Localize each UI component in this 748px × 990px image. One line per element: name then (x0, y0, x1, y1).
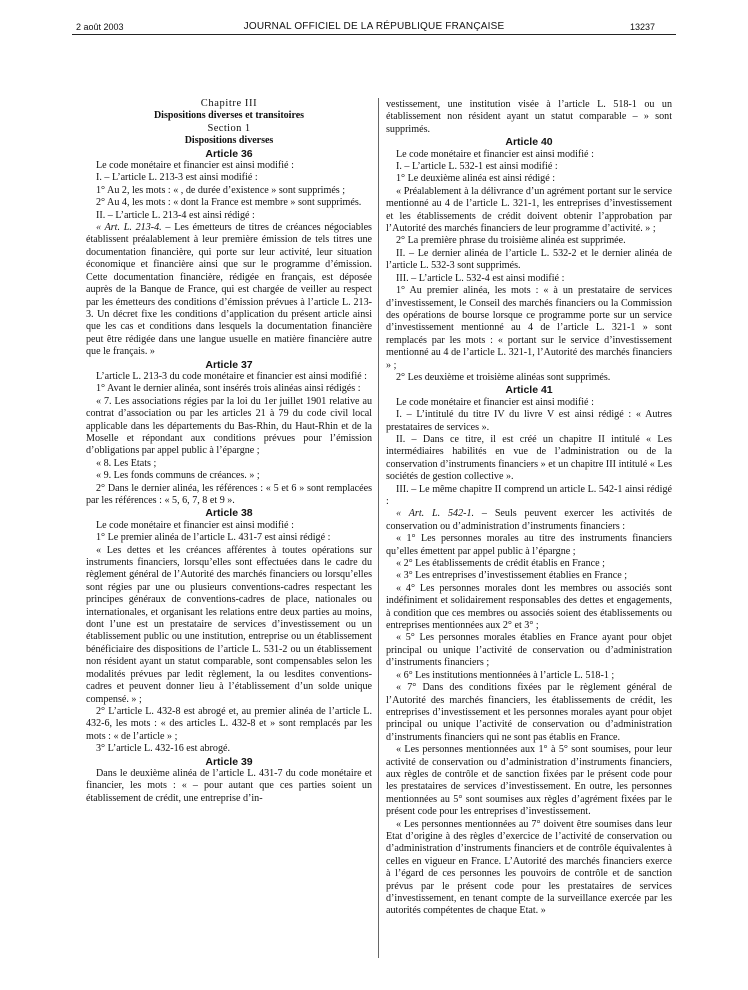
paragraph-text: – Les émetteurs de titres de créances négociables établissent préalablement à leur première émission de tels titres une documentation financière, qui porte sur leur activité, leur situation économique et financière ainsi que sur le programme d’émission. Cette documentation financière, rédigée en français, est déposée auprès de la Banque de France, qui est chargée de veiller au respect par les émetteurs des conditions d’émission prévues à l’article L. 213-3. Un décret fixe les conditions d’application du présent article ainsi que les cas et conditions dans lesquels la documentation financière peut être rédigée dans une langue usuelle en matière financière autre que le français. » (86, 222, 372, 358)
article-38-title: Article 38 (205, 507, 253, 520)
paragraph: « 7° Dans des conditions fixées par le règlement général de l’Autorité des marchés financiers, les établissements de crédit, les entreprises d’investissement et les personnes morales ayant pour objet principal ou unique l’activité de conservation ou d’administration d’instruments financiers qui ne sont pas établis en France. (386, 682, 672, 743)
paragraph: « 3° Les entreprises d’investissement établies en France ; (396, 570, 628, 582)
paragraph: 1° Le premier alinéa de l’article L. 431-7 est ainsi rédigé : (96, 532, 331, 544)
paragraph: « 8. Les Etats ; (96, 457, 157, 469)
paragraph: vestissement, une institution visée à l’article L. 518-1 ou un établissement non résident ayant un statut comparable – » sont supprimés. (386, 99, 672, 135)
paragraph: 3° L’article L. 432-16 est abrogé. (96, 743, 230, 755)
paragraph: 2° Dans le dernier alinéa, les références : « 5 et 6 » sont remplacées par les références : « 5, 6, 7, 8 et 9 ». (86, 482, 372, 506)
paragraph: « 5° Les personnes morales établies en France ayant pour objet principal ou unique l’activité de conservation ou d’administration d’instruments financiers ; (386, 632, 672, 669)
page-number: 13237 (630, 22, 656, 32)
paragraph: II. – Le dernier alinéa de l’article L. 532-2 et le dernier alinéa de l’article L. 532-3 sont supprimés. (386, 247, 672, 272)
article-37-title: Article 37 (205, 358, 253, 371)
column-divider (378, 98, 379, 958)
paragraph: « Les personnes mentionnées au 7° doivent être soumises dans leur Etat d’origine à des règles d’exercice de l’activité de conservation ou d’administration d’instruments financiers et de contrôle équivalentes à celles en vigueur en France. L’Autorité des marchés financiers exerce à l’égard de ces personnes les pouvoirs de contrôle et de sanction prévus par le présent code pour les prestataires de services d’investissement, en tenant compte de la surveillance exercée par les autorités compétentes de chaque Etat. » (386, 818, 672, 917)
chapter-heading: Chapitre III (200, 98, 258, 109)
page-header (0, 0, 748, 40)
journal-title: JOURNAL OFFICIEL DE LA RÉPUBLIQUE FRANÇAISE (243, 21, 505, 32)
paragraph: Le code monétaire et financier est ainsi modifié : (96, 519, 294, 531)
paragraph: II. – L’article L. 213-4 est ainsi rédigé : (96, 209, 255, 221)
paragraph: III. – L’article L. 532-4 est ainsi modifié : (396, 272, 565, 284)
paragraph: Le code monétaire et financier est ainsi modifié : (396, 148, 594, 160)
paragraph: « 4° Les personnes morales dont les membres ou associés sont indéfiniment et solidairement responsables des dettes et engagements, à condition que ces membres ou associés soient des établissements ou entreprises mentionnées aux 2° et 3° ; (386, 582, 672, 632)
paragraph: I. – L’article L. 213-3 est ainsi modifié : (96, 172, 258, 184)
paragraph: « Les personnes mentionnées aux 1° à 5° sont soumises, pour leur activité de conservation ou d’administration d’instruments financiers, aux règles de contrôle et de sanction fixées par le présent code pour les prestataires de services d’investissement. En outre, les personnes mentionnées au 5° sont soumises aux règles d’agrément fixées par le présent code pour les entreprises d’investissement. (386, 744, 672, 818)
paragraph: « 2° Les établissements de crédit établis en France ; (396, 558, 605, 570)
paragraph: 2° Les deuxième et troisième alinéas sont supprimés. (396, 371, 611, 383)
paragraph: 1° Au 2, les mots : « , de durée d’existence » sont supprimés ; (96, 184, 346, 196)
paragraph: 2° Au 4, les mots : « dont la France est membre » sont supprimés. (96, 197, 362, 209)
paragraph: II. – Dans ce titre, il est créé un chapitre II intitulé « Les intermédiaires habilités en vue de l’administration ou de la conservation d’instruments financiers » et un chapitre III intitulé « Les sociétés de gestion collective ». (386, 433, 672, 483)
section-title: Dispositions diverses (184, 135, 274, 147)
paragraph: 1° Au premier alinéa, les mots : « à un prestataire de services d’investissement, le Conseil des marchés financiers ou la Commission des opérations de bourse lorsque ce programme porte sur un service d’investissement mentionné au 4 de l’article L. 321-1 » sont remplacés par les mots : « portant sur le service d’investissement mentionné au 4 de l’article L. 321-1, l’Autorité des marchés financiers » ; (386, 285, 672, 371)
left-column (86, 98, 372, 805)
paragraph-text: – Seuls peuvent exercer les activités de conservation ou d’administration d’instruments financiers : (386, 508, 672, 532)
paragraph: « 1° Les personnes morales au titre des instruments financiers qu’elles émettent par appel public à l’épargne ; (386, 533, 672, 557)
paragraph: 2° La première phrase du troisième alinéa est supprimée. (396, 235, 626, 247)
paragraph: 1° Avant le dernier alinéa, sont insérés trois alinéas ainsi rédigés : (96, 383, 361, 395)
paragraph: I. – L’intitulé du titre IV du livre V est ainsi rédigé : « Autres prestataires de services ». (386, 409, 672, 433)
paragraph: Le code monétaire et financier est ainsi modifié : (396, 396, 594, 408)
paragraph: « 6° Les institutions mentionnées à l’article L. 518-1 ; (396, 669, 615, 681)
article-36-title: Article 36 (205, 147, 253, 160)
article-reference: « Art. L. 213-4. (96, 222, 162, 234)
article-41-title: Article 41 (505, 384, 553, 397)
issue-date: 2 août 2003 (76, 22, 124, 32)
article-reference: « Art. L. 542-1. (396, 508, 475, 520)
paragraph (386, 508, 672, 533)
article-39-title: Article 39 (205, 755, 253, 768)
chapter-title: Dispositions diverses et transitoires (153, 110, 305, 122)
article-40-title: Article 40 (505, 136, 553, 149)
paragraph: I. – L’article L. 532-1 est ainsi modifié : (396, 161, 558, 173)
header-rule (72, 34, 676, 35)
right-column (386, 99, 672, 918)
paragraph: « Les dettes et les créances afférentes à toutes opérations sur instruments financiers, lorsqu’elles sont effectuées dans le cadre du règlement général de l’Autorité des marchés financiers ou lorsqu’elles sont régies par une ou plusieurs conventions-cadres respectant les principes généraux de conventions-cadres de place, nationales ou internationales, et organisant les relations entre deux parties au moins, dont l’une est un prestataire de services d’investissement ou un établissement public ou une institution, entreprise ou un établissement bénéficiaire des dispositions de l’article L. 531-2 ou un établissement non résident ayant un statut comparable, sont compensables selon les modalités prévues par ledit règlement, la ou lesdites conventions-cadres et peuvent donner lieu à l’établissement d’un solde unique compensé. » ; (86, 544, 372, 705)
paragraph: 2° L’article L. 432-8 est abrogé et, au premier alinéa de l’article L. 432-6, les mots : « des articles L. 432-8 et » sont remplacés par les mots : « de l’article » ; (86, 705, 372, 742)
paragraph: « 9. Les fonds communs de créances. » ; (96, 470, 260, 482)
paragraph: L’article L. 213-3 du code monétaire et financier est ainsi modifié : (96, 370, 367, 382)
paragraph: 1° Le deuxième alinéa est ainsi rédigé : (396, 173, 556, 185)
paragraph: « 7. Les associations régies par la loi du 1er juillet 1901 relative au contrat d’association ou par les articles 21 à 79 du code civil local applicable dans les départements du Bas-Rhin, du Haut-Rhin et de la Moselle et répondant aux conditions prévues pour l’émission d’obligations par appel public à l’épargne ; (86, 395, 372, 457)
paragraph: Le code monétaire et financier est ainsi modifié : (96, 160, 294, 172)
paragraph (86, 222, 372, 358)
section-heading: Section 1 (207, 122, 251, 134)
paragraph: Dans le deuxième alinéa de l’article L. 431-7 du code monétaire et financier, les mots : « – pour autant que ces parties soient un établissement de crédit, une entreprise d’in- (86, 767, 372, 804)
paragraph: « Préalablement à la délivrance d’un agrément portant sur le service mentionné au 4 de l’article L. 321-1, les entreprises d’investissement et les établissements de crédit doivent obtenir l’approbation par l’Autorité des marchés financiers de leur programme d’activité. » ; (386, 185, 672, 235)
paragraph: III. – Le même chapitre II comprend un article L. 542-1 ainsi rédigé : (386, 483, 672, 507)
